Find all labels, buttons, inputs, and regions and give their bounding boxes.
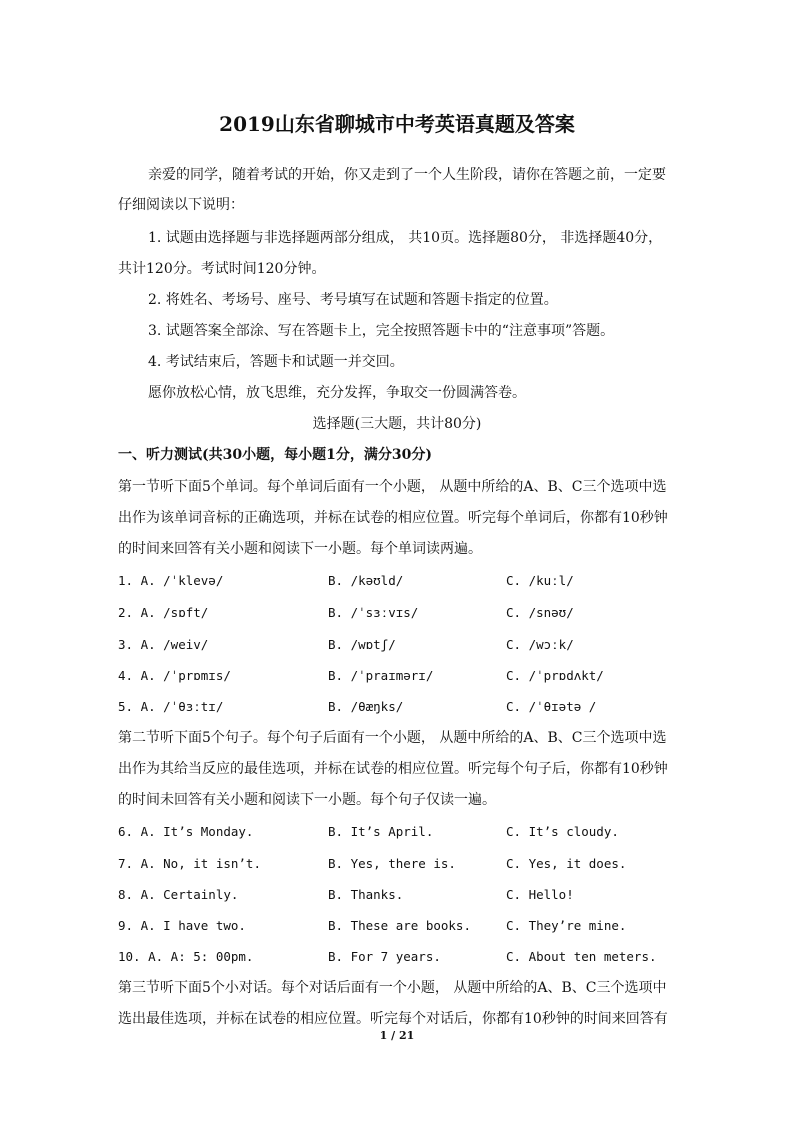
part-heading: 选择题(三大题，共计80分): [312, 416, 482, 432]
section-instruction: 第一节听下面5个单词。每个单词后面有一个小题， 从题中所给的A、B、C三个选项中选: [118, 479, 667, 495]
option-a: 6. A. It’s Monday.: [118, 824, 254, 839]
section-instruction: 选出最佳选项，并标在试卷的相应位置。听完每个对话后，你都有10秒钟的时间来回答有: [118, 1011, 668, 1027]
option-b: B. /ˈpraɪmərɪ/: [328, 668, 434, 683]
section-instruction: 的时间未回答有关小题和阅读下一小题。每个句子仅读一遍。: [118, 792, 496, 808]
intro-line: 亲爱的同学，随着考试的开始，你又走到了一个人生阶段，请你在答题之前，一定要: [148, 167, 666, 183]
option-a: 4. A. /ˈprɒmɪs/: [118, 668, 231, 683]
section-instruction: 出作为该单词音标的正确选项，并标在试卷的相应位置。听完每个单词后，你都有10秒钟: [118, 510, 668, 526]
option-c: C. /ˈprɒdʌkt/: [506, 668, 604, 683]
instruction-line: 愿你放松心情，放飞思维，充分发挥，争取交一份圆满答卷。: [148, 385, 526, 401]
section-instruction: 出作为其给当反应的最佳选项，并标在试卷的相应位置。听完每个句子后，你都有10秒钟: [118, 761, 668, 777]
option-a: 5. A. /ˈθɜːtɪ/: [118, 699, 224, 714]
option-c: C. /snəʊ/: [506, 605, 574, 620]
option-b: B. For 7 years.: [328, 949, 441, 964]
page-number: 1 / 21: [379, 1029, 415, 1042]
option-c: C. Yes, it does.: [506, 856, 627, 871]
option-c: C. Hello!: [506, 887, 574, 902]
section-instruction: 第三节听下面5个小对话。每个对话后面有一个小题， 从题中所给的A、B、C三个选项中: [118, 980, 667, 996]
instruction-line: 4. 考试结束后，答题卡和试题一并交回。: [148, 354, 404, 370]
option-b: B. /wɒtʃ/: [328, 637, 396, 652]
option-b: B. /kəʊld/: [328, 573, 404, 588]
option-a: 2. A. /sɒft/: [118, 605, 209, 620]
option-b: B. It’s April.: [328, 824, 434, 839]
option-c: C. /ˈθɪətə /: [506, 699, 597, 714]
option-c: C. It’s cloudy.: [506, 824, 619, 839]
option-c: C. /kuːl/: [506, 573, 574, 588]
option-b: B. These are books.: [328, 918, 471, 933]
section-instruction: 的时间来回答有关小题和阅读下一小题。每个单词读两遍。: [118, 541, 482, 557]
option-a: 7. A. No, it isn’t.: [118, 856, 261, 871]
document-title: 2019山东省聊城市中考英语真题及答案: [219, 112, 575, 136]
option-c: C. They’re mine.: [506, 918, 627, 933]
option-a: 10. A. A: 5: 00pm.: [118, 949, 254, 964]
instruction-line: 1. 试题由选择题与非选择题两部分组成， 共10页。选择题80分， 非选择题40分，: [148, 230, 663, 246]
section-instruction: 第二节听下面5个句子。每个句子后面有一个小题， 从题中所给的A、B、C三个选项中选: [118, 730, 667, 746]
option-b: B. /θæŋks/: [328, 699, 404, 714]
option-a: 9. A. I have two.: [118, 918, 246, 933]
option-a: 3. A. /weiv/: [118, 637, 209, 652]
instruction-line: 3. 试题答案全部涂、写在答题卡上，完全按照答题卡中的“注意事项”答题。: [148, 323, 615, 339]
option-c: C. /wɔːk/: [506, 637, 574, 652]
instruction-line: 2. 将姓名、考场号、座号、考号填写在试题和答题卡指定的位置。: [148, 292, 558, 308]
instruction-line: 共计120分。考试时间120分钟。: [118, 261, 326, 277]
option-a: 1. A. /ˈklevə/: [118, 573, 224, 588]
option-b: B. Yes, there is.: [328, 856, 456, 871]
option-b: B. Thanks.: [328, 887, 404, 902]
section-heading: 一、听力测试(共30小题，每小题1分，满分30分): [118, 447, 432, 463]
intro-line: 仔细阅读以下说明：: [118, 197, 244, 213]
option-c: C. About ten meters.: [506, 949, 657, 964]
option-b: B. /ˈsɜːvɪs/: [328, 605, 419, 620]
option-a: 8. A. Certainly.: [118, 887, 239, 902]
